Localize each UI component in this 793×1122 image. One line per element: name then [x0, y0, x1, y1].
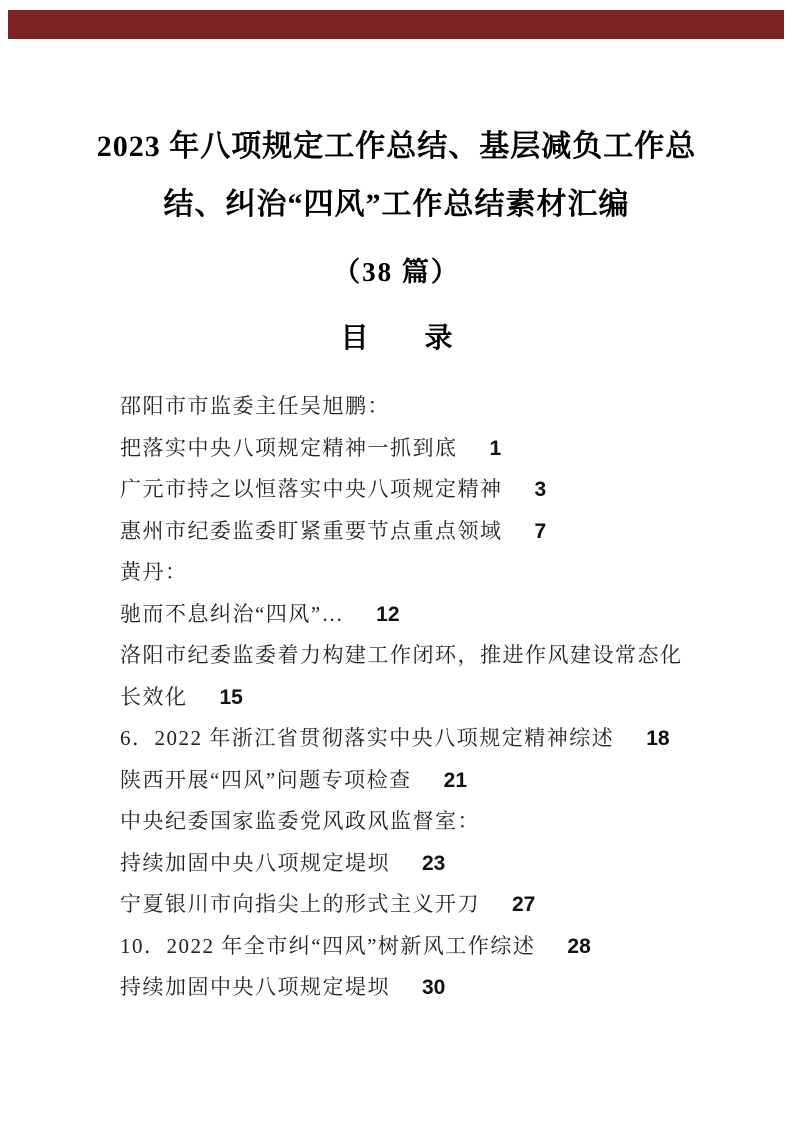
toc-entry [120, 967, 698, 1009]
toc-entry-title: 持续加固中央八项规定堤坝 [120, 850, 390, 875]
toc-page-number: 28 [567, 934, 591, 958]
toc-entry-title: 持续加固中央八项规定堤坝 [120, 975, 390, 999]
toc-entry-title: 把落实中央八项规定精神一抓到底 [120, 435, 458, 460]
toc-entry [120, 469, 698, 511]
toc-entry [120, 511, 698, 553]
header-accent-bar [8, 10, 784, 39]
toc-entry-title: 中央纪委国家监委党风政风监督室： [120, 809, 480, 833]
toc-entry [120, 801, 698, 843]
toc-page-number: 1 [489, 436, 502, 460]
article-count: （38 篇） [333, 257, 460, 287]
toc-entry [120, 843, 698, 885]
toc-entry [120, 386, 698, 428]
toc-entry [120, 635, 698, 718]
toc-entry [120, 760, 698, 802]
toc-entry-title: 驰而不息纠治“四风”… [120, 601, 345, 626]
toc-entry-title: 邵阳市市监委主任吴旭鹏： [120, 394, 390, 418]
toc-page-number: 27 [512, 893, 536, 916]
document-title-line-1: 2023 年八项规定工作总结、基层减负工作总 [96, 130, 697, 163]
document-title-line-2: 结、纠治“四风”工作总结素材汇编 [163, 188, 630, 221]
toc-page-number: 18 [646, 727, 670, 750]
toc-page-number: 15 [219, 685, 243, 709]
toc-entry [120, 428, 698, 470]
toc-entry-title: 陕西开展“四风”问题专项检查 [120, 767, 412, 792]
toc-entry-title: 黄丹： [120, 560, 188, 584]
toc-entry [120, 718, 698, 760]
toc-entry-title: 6．2022 年浙江省贯彻落实中央八项规定精神综述 [120, 726, 615, 750]
toc-entry [120, 552, 698, 594]
toc-entry [120, 884, 698, 926]
toc-entry-title: 10．2022 年全市纠“四风”树新风工作综述 [120, 933, 536, 958]
toc-page-number: 23 [422, 851, 446, 875]
toc-page-number: 21 [443, 768, 467, 792]
document-title [0, 118, 793, 234]
toc-page-number: 3 [534, 478, 547, 501]
toc-page-number: 30 [422, 976, 446, 999]
toc-entry-title: 宁夏银川市向指尖上的形式主义开刀 [120, 892, 480, 916]
toc-entry [120, 594, 698, 636]
table-of-contents [120, 386, 698, 1009]
toc-entry-title: 洛阳市纪委监委着力构建工作闭环，推进作风建设常态化长效化 [120, 643, 683, 709]
toc-page-number: 7 [534, 519, 547, 543]
toc-entry-title: 惠州市纪委监委盯紧重要节点重点领域 [120, 518, 503, 543]
toc-entry-title: 广元市持之以恒落实中央八项规定精神 [120, 477, 503, 501]
toc-entry [120, 926, 698, 968]
toc-heading: 目 录 [340, 323, 453, 354]
toc-page-number: 12 [376, 602, 400, 626]
